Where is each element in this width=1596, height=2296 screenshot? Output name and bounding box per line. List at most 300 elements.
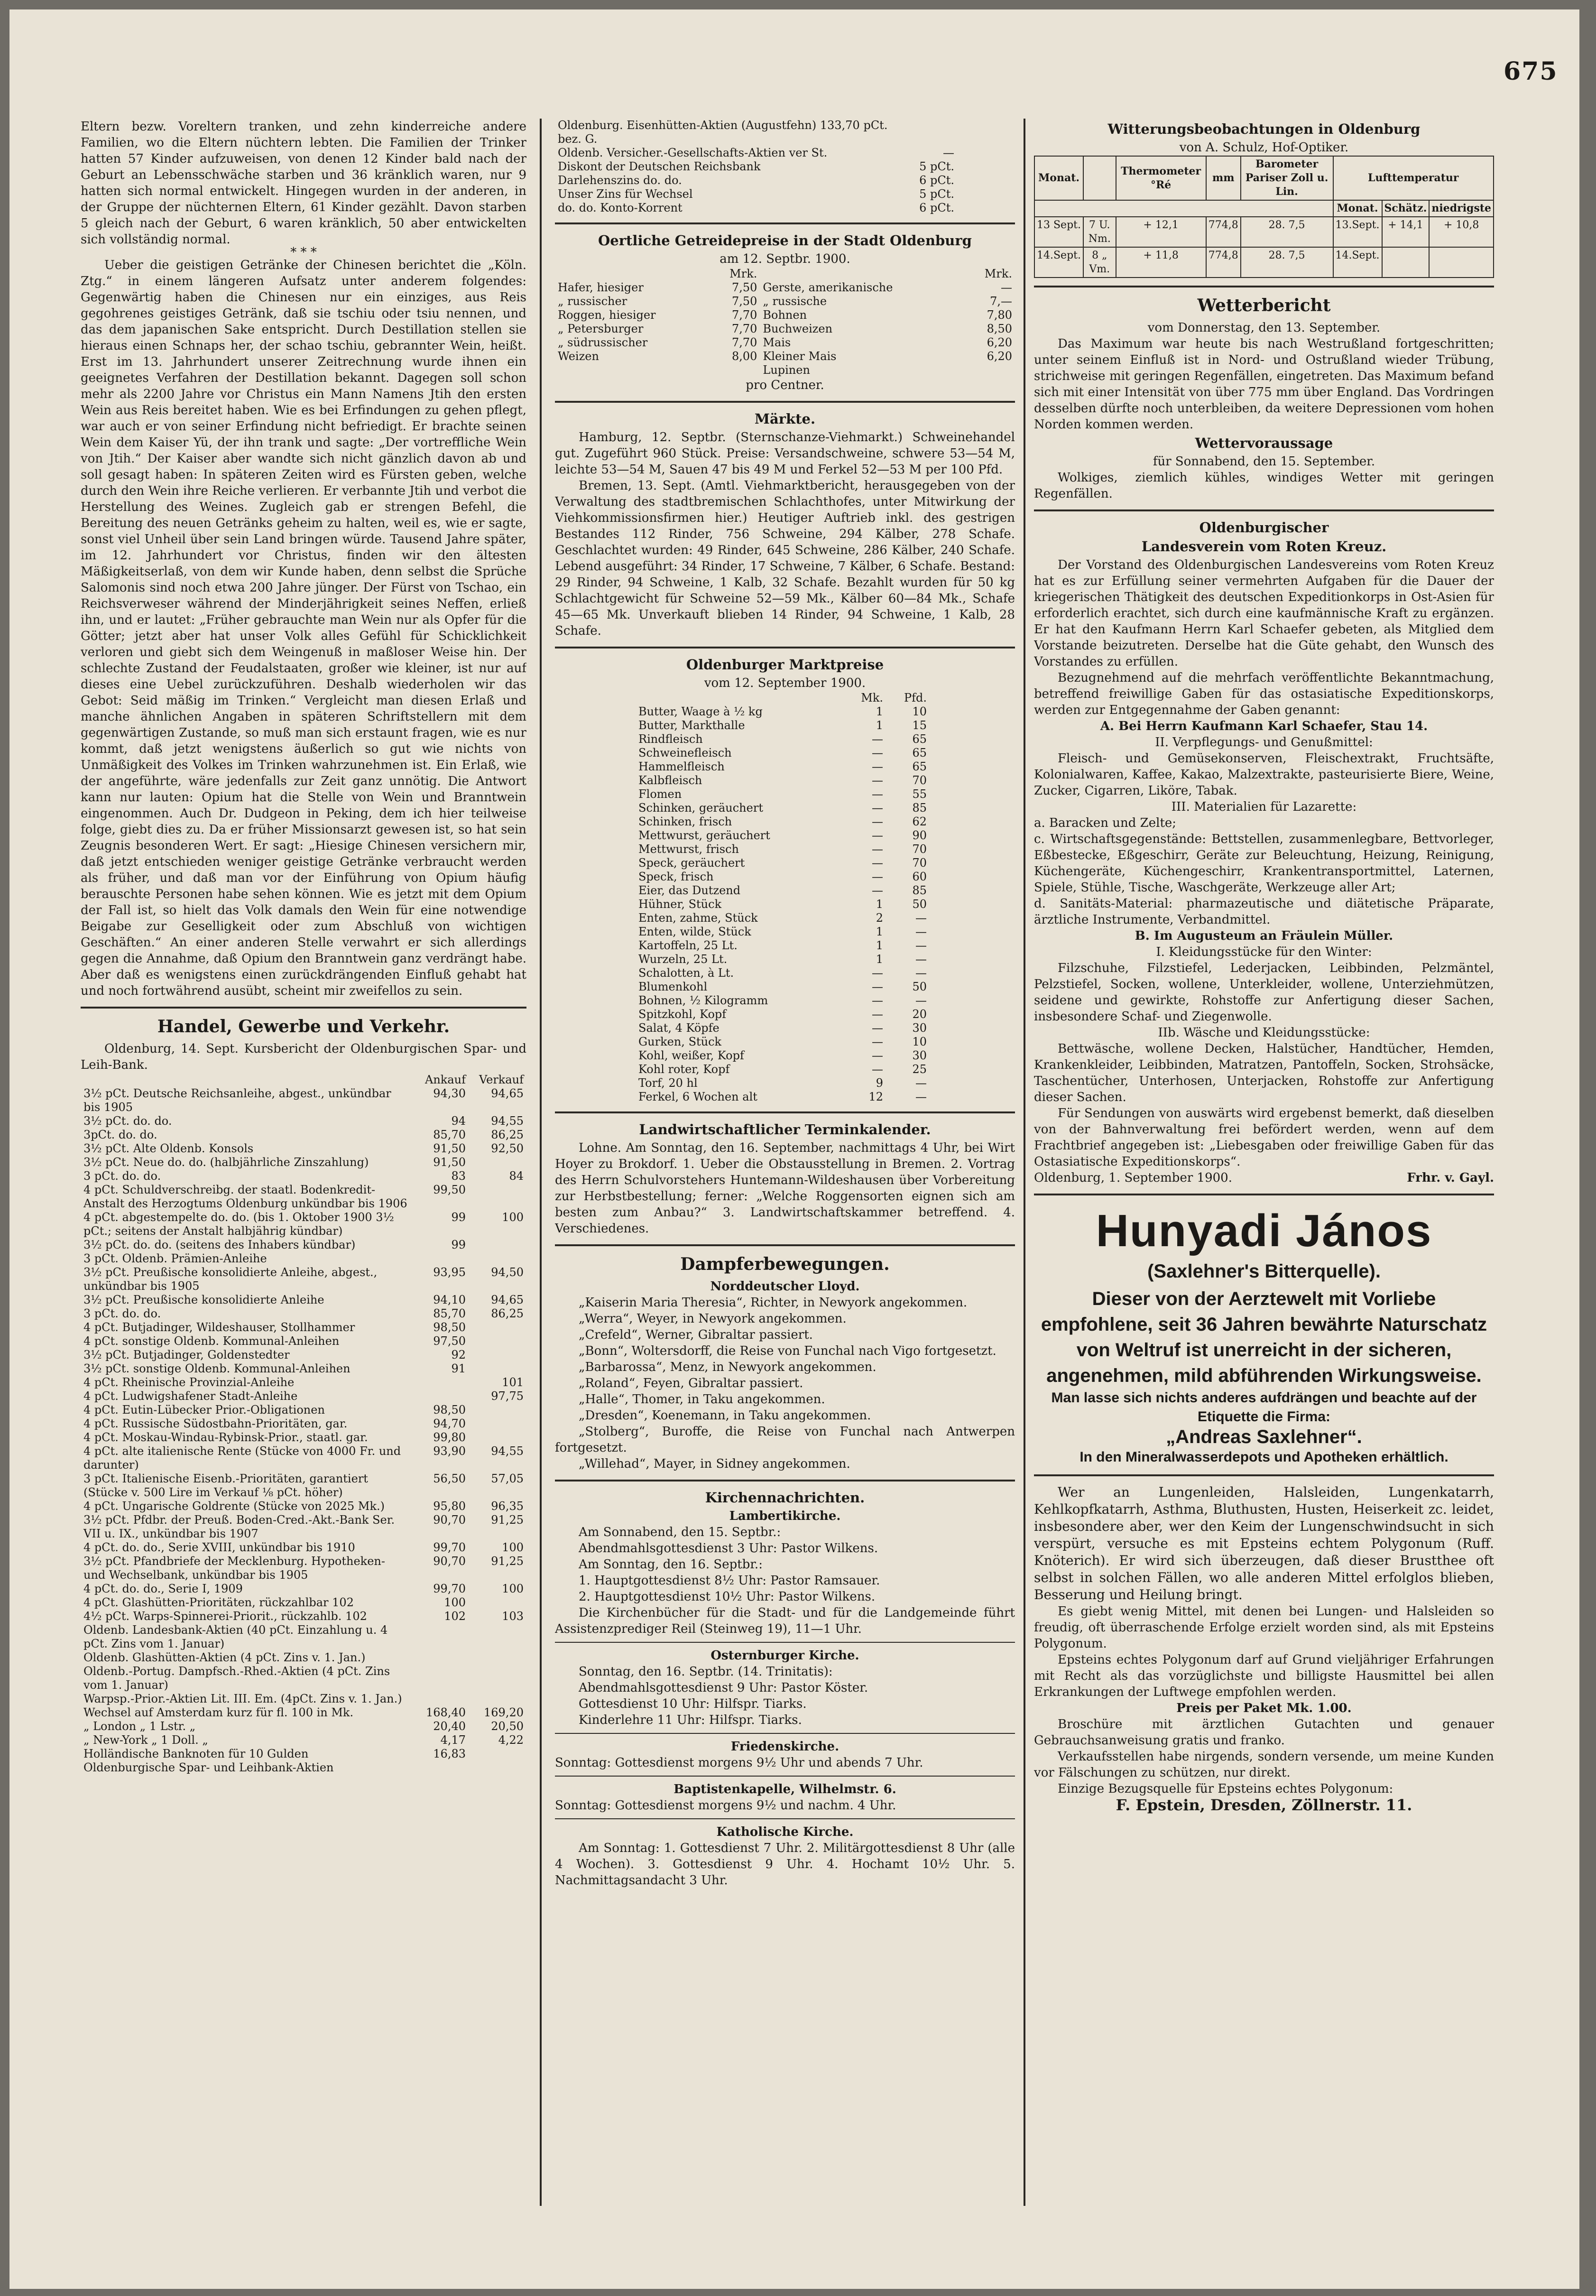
osternburg-schedule	[555, 1664, 1015, 1728]
red-cross-paragraph: Für Sendungen von auswärts wird ergebenst bemerkt, daß dieselben von der Bahnverwaltung frei befördert werden, wenn auf dem Frachtbrief angegeben ist: „Liebesgaben oder freiwillige Gaben für das Ostasiatische Expeditionskorps“.	[1034, 1106, 1494, 1169]
table-row	[636, 1049, 930, 1063]
table-row	[636, 856, 930, 870]
divider	[555, 401, 1015, 403]
divider	[555, 1818, 1015, 1819]
table-row-cell: 84	[509, 1169, 524, 1183]
market-prices-date: vom 12. September 1900.	[704, 676, 866, 690]
table-row-cell: 4 pCt. do. do., Serie XVIII, unkündbar bis 1910	[83, 1541, 355, 1554]
table-row-cell	[469, 1417, 526, 1431]
table-row-cell: Gurken, Stück	[638, 1035, 722, 1048]
table-row-cell	[411, 1761, 469, 1775]
table-row-cell: Wechsel auf Amsterdam kurz für fl. 100 in Mk.	[83, 1706, 354, 1719]
ad-subtitle: (Saxlehner's Bitterquelle).	[1147, 1261, 1381, 1282]
table-row-cell: 4 pCt. Glashütten-Prioritäten, rückzahlbar 102	[83, 1596, 354, 1609]
table-row-cell: Enten, wilde, Stück	[638, 925, 751, 938]
table-row-cell: 4 pCt. sonstige Oldenb. Kommunal-Anleihen	[83, 1334, 340, 1348]
table-row-cell: 91,25	[491, 1513, 524, 1527]
table-row-cell: 1	[876, 705, 883, 718]
table-row-cell: 14.Sept.	[1034, 247, 1083, 278]
table-row-cell: Schweinefleisch	[638, 746, 732, 759]
market-prices-table	[636, 691, 930, 1104]
list-item: Die Kirchenbücher für die Stadt- und für die Landgemeinde führt Assistenzprediger Reil (Steinweg 19), 11—1 Uhr.	[555, 1606, 1015, 1636]
table-row	[555, 201, 1015, 215]
red-cross-heading: IIb. Wäsche und Kleidungsstücke:	[1158, 1026, 1370, 1040]
table-row-cell: Oldenb. Versicher.-Gesellschafts-Aktien ver St.	[558, 146, 828, 159]
table-row-cell	[411, 1651, 469, 1665]
ad-note: Man lasse sich nichts anderes aufdrängen und beachte auf der Etiquette die Firma:	[1051, 1390, 1477, 1425]
table-row	[81, 1555, 526, 1582]
table-row-cell: 94,55	[491, 1444, 524, 1458]
table-row-cell: 3 pCt. do. do.	[83, 1307, 161, 1320]
table-row-cell: 4 pCt. Butjadinger, Wildeshauser, Stollhammer	[83, 1321, 355, 1334]
table-row-cell: 98,50	[433, 1403, 466, 1416]
red-cross-items: Filzschuhe, Filzstiefel, Lederjacken, Leibbinden, Pelzmäntel, Pelzstiefel, Socken, wollene, Unterkleider, wollene, Unterziehmützen, seidene und gewirkte, Rohstoffe zur Anfertigung dieser Sachen, insbesondere Schaf- und Ziegenwolle.	[1034, 961, 1494, 1024]
list-item: „Kaiserin Maria Theresia“, Richter, in Newyork angekommen.	[579, 1296, 968, 1310]
table-row-cell	[469, 1747, 526, 1761]
table-row	[555, 187, 1015, 201]
table-header: Monat. Schätz. niedrigste	[1034, 200, 1494, 217]
table-row-cell: —	[872, 732, 883, 746]
table-row-cell: 100	[502, 1211, 524, 1224]
table-row	[81, 1376, 526, 1389]
table-row-cell: 8 „ Vm.	[1083, 247, 1116, 278]
list-item: Kinderlehre 11 Uhr: Hilfspr. Tiarks.	[579, 1713, 802, 1727]
table-row-cell: 3½ pCt. Pfdbr. der Preuß. Boden-Cred.-Akt.-Bank Ser. VII u. IX., unkündbar bis 1907	[83, 1513, 395, 1540]
table-row-cell: Kalbfleisch	[638, 774, 702, 787]
table-row	[81, 1417, 526, 1431]
table-row-cell: 13 Sept.	[1034, 217, 1083, 247]
table-row-cell: —	[872, 829, 883, 842]
table-row-cell: 99,70	[433, 1541, 466, 1554]
table-row-cell: „ London „ 1 Lstr. „	[83, 1720, 196, 1733]
table-row-cell: Eier, das Dutzend	[638, 884, 741, 897]
table-header: Monat. Thermometer °Ré mm Barometer Pariser Zoll u. Lin. Lufttemperatur	[1034, 156, 1494, 200]
table-row-cell: 10	[912, 1035, 927, 1048]
table-row	[636, 870, 930, 884]
table-row-cell: 3 pCt. Italienische Eisenb.-Prioritäten, garantiert (Stücke v. 500 Lire im Verkauf ⅛ pCt. höher)	[83, 1472, 368, 1499]
table-row-cell	[555, 363, 716, 377]
table-row-cell: 774,8	[1206, 247, 1241, 278]
table-row	[81, 1665, 526, 1692]
weather-observations-title: Witterungsbeobachtungen in Oldenburg	[1107, 121, 1421, 137]
table-row-cell	[469, 1321, 526, 1334]
table-row-cell: —	[872, 1049, 883, 1062]
table-row-cell: 4 pCt. Ludwigshafener Stadt-Anleihe	[83, 1389, 298, 1403]
list-item: 1. Hauptgottesdienst 8½ Uhr: Pastor Ramsauer.	[579, 1574, 880, 1588]
table-row-cell: 4 pCt. alte italienische Rente (Stücke von 4000 Fr. und darunter)	[83, 1444, 401, 1472]
table-row-cell: 5 pCt.	[919, 187, 954, 201]
table-row	[1034, 247, 1494, 278]
red-cross-collection-a: A. Bei Herrn Kaufmann Karl Schaefer, Stau 14.	[1100, 719, 1428, 733]
table-row	[636, 774, 930, 787]
red-cross-items: a. Baracken und Zelte;	[1034, 816, 1177, 830]
table-row-cell: 10	[912, 705, 927, 718]
table-row	[81, 1651, 526, 1665]
exchange-report-intro: Oldenburg, 14. Sept. Kursbericht der Oldenburgischen Spar- und Leih-Bank.	[81, 1042, 526, 1072]
table-row-cell: 92	[451, 1348, 466, 1361]
table-row	[636, 719, 930, 732]
table-row-cell	[957, 187, 1015, 201]
table-row	[81, 1087, 526, 1114]
table-row	[555, 336, 1015, 350]
table-row	[555, 322, 1015, 336]
table-row-cell: 90,70	[433, 1555, 466, 1568]
table-row-cell: 91,50	[433, 1142, 466, 1155]
table-row	[81, 1472, 526, 1500]
table-row-cell: Hühner, Stück	[638, 898, 722, 911]
table-row	[636, 760, 930, 774]
table-row-cell: 3½ pCt. Deutsche Reichsanleihe, abgest., unkündbar bis 1905	[83, 1087, 391, 1114]
table-row-cell: 94,55	[491, 1114, 524, 1128]
table-row-cell: —	[872, 801, 883, 815]
table-row-cell: Bohnen, ½ Kilogramm	[638, 994, 768, 1007]
table-row-cell: 169,20	[484, 1706, 524, 1719]
column-right	[1034, 119, 1494, 2244]
table-row	[81, 1582, 526, 1596]
market-prices-title: Oldenburger Marktpreise	[686, 657, 884, 673]
table-row-cell: 99	[451, 1238, 466, 1251]
table-row-cell: —	[872, 884, 883, 897]
table-row	[81, 1761, 526, 1775]
article-chinese-beverages: Ueber die geistigen Getränke der Chinesen berichtet die „Köln. Ztg.“ in einem längeren Aufsatz unter anderem folgendes: Gegenwärtig haben die Chinesen nur ein einziges, aus Reis gegohrenes geistiges Getränk, daß sie tschiu oder tsiu nennen, und das dem japanischen Sake entspricht. Durch Destillation stellen sie hieraus einen Schnaps her, der schao tschiu, gebrannter Wein, heißt. Erst im 13. Jahrhundert unserer Zeitrechnung wurde ihnen ein geeignetes Verfahren der Destillation bekannt. Dagegen soll schon mehr als 2200 Jahre vor Christus ein Mann Namens Jtih den ersten Wein aus Reis bereitet haben. Wie es bei Erfindungen zu gehen pflegt, war auch er von seiner Erfindung nicht befriedigt. Er brachte seinen Wein dem Kaiser Yü, der ihn trank und sagte: „Der vortreffliche Wein von Jtih.“ Der Kaiser aber wandte sich nicht gänzlich davon ab und soll gesagt haben: In späteren Zeiten wird es Fürsten geben, welche durch den Wein ihre Reiche verlieren. Er verbannte Jtih und verbot die Herstellung des Weines. Zugleich gab er strengen Befehl, die Bereitung des neuen Getränks geheim zu halten, weil es, wie er sagte, sonst viel Unheil über sein Land bringen würde. Tausend Jahre später, im 12. Jahrhundert vor Christus, finden wir den ältesten Mäßigkeitserlaß, von dem wir Kunde haben, denn selbst die Sprüche Salomonis sind noch etwa 200 Jahre jünger. Der Fürst von Tschao, ein Reichsverweser während der Minderjährigkeit seines Neffen, erließ ihn, und er lautet: „Früher gebrauchte man Wein nur als Opfer für die Götter; jetzt aber hat unser Volk alles Gefühl für Schicklichkeit verloren und giebt sich dem Weingenuß in maßloser Weise hin. Der schlechte Zustand der Feudalstaaten, großer wie kleiner, ist nur auf dieses eine Uebel zurückzuführen. Deshalb wiederholen wir das Gebot: Seid mäßig im Trinken.“ Vergleicht man diesen Erlaß und manche ähnlichen Angaben in späteren Schriftstellern mit dem gegenwärtigen Zustande, so muß man sich erstaunt fragen, wie es nur kommt, daß jetzt wenigstens äußerlich so gut wie nichts von Unmäßigkeit des Volkes im Trinken wahrzunehmen ist. Ein Erlaß, wie der angeführte, wäre jedenfalls zur Zeit ganz unnötig. Die Antwort kann nur lauten: Opium hat die Stelle von Wein und Branntwein eingenommen. Auch Dr. Dudgeon in Peking, dem ich hier teilweise folge, giebt dies zu. Da er früher Missionsarzt gewesen ist, so hat sein Zeugnis besonderen Wert. Er sagt: „Hiesige Chinesen versichern mir, daß jetzt entschieden weniger geistige Getränke verbraucht werden als früher, und daß man vor der Einführung von Opium häufig berauschte Personen habe sehen können. Wie es jetzt mit dem Opium der Fall ist, so hielt das Volk damals den Wein für eine notwendige Beigabe zur Geselligkeit oder zum Abschluß von wichtigen Geschäften.“ An einer anderen Stelle verwahrt er sich allerdings gegen die Annahme, daß Opium den Branntwein ganz verdrängt habe. Aber daß es wenigstens einen zurückdrängenden Einfluß gehabt hat und noch fortwährend ausübt, scheint mir zweifellos zu sein.	[81, 258, 526, 998]
table-row-cell: Wurzeln, 25 Lt.	[638, 953, 728, 966]
table-row-cell: 7,70	[731, 336, 757, 349]
table-row	[636, 1008, 930, 1021]
table-row-cell: Flomen	[638, 787, 682, 801]
table-row-cell: —	[915, 939, 927, 952]
table-row-cell: 3½ pCt. Preußische konsolidierte Anleihe, abgest., unkündbar bis 1905	[83, 1266, 378, 1293]
table-row	[81, 1114, 526, 1128]
table-row	[81, 1362, 526, 1376]
red-cross-subtitle: Landesverein vom Roten Kreuz.	[1141, 538, 1387, 555]
table-row	[81, 1706, 526, 1720]
table-row-cell	[411, 1389, 469, 1403]
table-row-cell	[469, 1362, 526, 1376]
table-row-cell: 20,50	[491, 1720, 524, 1733]
table-row-cell: Lupinen	[763, 363, 810, 377]
table-row	[81, 1293, 526, 1307]
table-row	[636, 994, 930, 1008]
table-row-cell: Hafer, hiesiger	[558, 281, 644, 294]
table-row-cell: 85	[912, 884, 927, 897]
weather-observations-author: von A. Schulz, Hof-Optiker.	[1179, 140, 1349, 155]
weather-report-text: Das Maximum war heute bis nach Westrußland fortgeschritten; unter seinem Einfluß ist in Nord- und Ostrußland wieder Trübung, strichweise mit geringen Regenfällen, eingetreten. Das Maximum befand sich mit einer Intensität von über 775 mm über England. Das Vordringen desselben dürfte noch unterbleiben, da weitere Depressionen vom hohen Norden kommen werden.	[1034, 337, 1494, 432]
list-item: „Werra“, Weyer, in Newyork angekommen.	[579, 1312, 847, 1326]
table-row-cell: Gerste, amerikanische	[763, 281, 893, 294]
table-row-cell: 7 U. Nm.	[1083, 217, 1116, 247]
table-row-cell: Mettwurst, geräuchert	[638, 829, 770, 842]
page-number: 675	[1504, 57, 1558, 86]
table-row-cell: Weizen	[558, 350, 599, 363]
table-row-cell: —	[872, 774, 883, 787]
table-row-cell	[971, 363, 1015, 377]
table-row-cell: 7,70	[731, 308, 757, 322]
list-item: Am Sonnabend, den 15. Septbr.:	[579, 1525, 781, 1539]
table-row-cell: Kohl, weißer, Kopf	[638, 1049, 744, 1062]
table-row	[81, 1183, 526, 1211]
table-row-cell	[469, 1183, 526, 1211]
column-middle	[555, 119, 1015, 2253]
table-row-cell: 4 pCt. Moskau-Windau-Rybinsk-Prior., staatl. gar.	[83, 1431, 368, 1444]
table-row-cell: 168,40	[426, 1706, 466, 1719]
list-item: Am Sonntag, den 16. Septbr.:	[579, 1557, 763, 1572]
table-row	[81, 1169, 526, 1183]
table-row	[636, 815, 930, 829]
table-row-cell: 83	[451, 1169, 466, 1183]
table-row-cell	[469, 1403, 526, 1417]
friedens-schedule: Sonntag: Gottesdienst morgens 9½ Uhr und abends 7 Uhr.	[555, 1756, 923, 1770]
table-row-cell: Spitzkohl, Kopf	[638, 1008, 727, 1021]
polygonum-firm: F. Epstein, Dresden, Zöllnerstr. 11.	[1116, 1796, 1412, 1814]
table-row	[81, 1389, 526, 1403]
agricultural-calendar-text: Lohne. Am Sonntag, den 16. September, nachmittags 4 Uhr, bei Wirt Hoyer zu Brokdorf. 1. Ueber die Obstausstellung in Bremen. 2. Vortrag des Herrn Schulvorstehers Huntemann-Wildeshausen über Vorbereitung zur Herbstbestellung; ferner: „Welche Roggensorten eignen sich am besten zum Anbau?“ 3. Landwirtschaftskammer betreffend. 4. Verschiedenes.	[555, 1141, 1015, 1236]
table-row-cell: —	[915, 911, 927, 925]
weather-report-date: vom Donnerstag, den 13. September.	[1147, 321, 1381, 335]
grain-prices-title: Oertliche Getreidepreise in der Stadt Oldenburg	[598, 232, 972, 249]
table-row-cell: + 14,1	[1382, 217, 1430, 247]
table-row-cell: —	[872, 1063, 883, 1076]
table-row	[81, 1610, 526, 1623]
table-row-cell	[1429, 247, 1494, 278]
table-row-cell: —	[872, 842, 883, 856]
red-cross-heading: II. Verpflegungs- und Genußmittel:	[1155, 735, 1373, 750]
column-left	[81, 119, 526, 2244]
table-row-cell: 70	[912, 842, 927, 856]
red-cross-collection-b: B. Im Augusteum an Fräulein Müller.	[1135, 929, 1393, 943]
table-row-cell: Speck, frisch	[638, 870, 714, 883]
table-row-cell	[469, 1156, 526, 1169]
table-row-cell: Schinken, geräuchert	[638, 801, 763, 815]
baptist-schedule: Sonntag: Gottesdienst morgens 9½ und nachm. 4 Uhr.	[555, 1798, 896, 1813]
table-row-cell: 103	[502, 1610, 524, 1623]
table-row-cell	[469, 1665, 526, 1692]
table-row-cell: 9	[876, 1076, 883, 1090]
table-row-cell: 5 pCt.	[919, 160, 954, 173]
exchange-rate-table	[81, 1073, 526, 1775]
list-item: „Barbarossa“, Menz, in Newyork angekommen.	[579, 1360, 876, 1374]
market-report-bremen: Bremen, 13. Sept. (Amtl. Viehmarktbericht, herausgegeben von der Verwaltung des stadtbremischen Schlachthofes, unter Mitwirkung der Viehkommissionsfirmen hier.) Heutiger Auftrieb inkl. des gestrigen Bestandes 112 Rinder, 756 Schweine, 294 Kälber, 278 Schafe. Geschlachtet wurden: 49 Rinder, 645 Schweine, 286 Kälber, 240 Schafe. Lebend ausgeführt: 34 Rinder, 17 Schweine, 7 Kälber, 6 Schafe. Bestand: 29 Rinder, 94 Schweine, 1 Kalb, 32 Schafe. Bezahlt wurden für 50 kg Schlachtgewicht für Schweine 52—59 Mk., Kälber 60—84 Mk., Schafe 45—65 Mk. Unverkauft blieben 14 Rinder, 94 Schweine, 1 Kalb, 28 Schafe.	[555, 479, 1015, 638]
table-row-cell: —	[872, 746, 883, 759]
table-row	[555, 350, 1015, 363]
polygonum-ad-text: Verkaufsstellen habe nirgends, sondern versende, um meine Kunden vor Fälschungen zu schützen, nur direkt.	[1034, 1750, 1494, 1780]
table-row-cell: 30	[912, 1021, 927, 1035]
table-row-cell: 56,50	[433, 1472, 466, 1485]
divider	[555, 222, 1015, 224]
table-row	[81, 1596, 526, 1610]
table-row-cell: 100	[502, 1582, 524, 1595]
table-row	[81, 1720, 526, 1733]
table-row	[81, 1238, 526, 1252]
table-row-cell: 65	[912, 732, 927, 746]
table-row-cell: 90,70	[433, 1513, 466, 1527]
table-row-cell: Roggen, hiesiger	[558, 308, 656, 322]
red-cross-signature	[1034, 1170, 1494, 1186]
table-row-cell	[957, 146, 1015, 160]
table-row-cell: 8,50	[987, 322, 1012, 335]
table-row-cell: 92,50	[491, 1142, 524, 1155]
table-row	[555, 119, 1015, 146]
table-row-cell	[469, 1252, 526, 1266]
signature-name: Frhr. v. Gayl.	[1407, 1171, 1494, 1185]
table-row-cell: —	[872, 760, 883, 773]
table-row-cell: Holländische Banknoten für 10 Gulden	[83, 1747, 309, 1760]
polygonum-ad-text: Epsteins echtes Polygonum darf auf Grund vieljähriger Erfahrungen mit Recht als das vorzüglichste und billigste Hausmittel bei allen Erkrankungen der Luftwege empfohlen werden.	[1034, 1653, 1494, 1699]
table-row	[636, 1021, 930, 1035]
list-item: „Stolberg“, Buroffe, die Reise von Funchal nach Antwerpen fortgesetzt.	[555, 1425, 1015, 1455]
table-row-cell: Salat, 4 Köpfe	[638, 1021, 720, 1035]
forecast-date: für Sonnabend, den 15. September.	[1153, 454, 1375, 469]
table-row-cell	[411, 1376, 469, 1389]
polygonum-ad-text: Es giebt wenig Mittel, mit denen bei Lungen- und Halsleiden so freudig, oft überraschende Erfolge erzielt worden sind, als mit Epsteins Polygonum.	[1034, 1604, 1494, 1651]
table-row-cell: —	[915, 994, 927, 1007]
divider	[1034, 1474, 1494, 1476]
table-row-cell: 94,65	[491, 1087, 524, 1100]
list-item: „Halle“, Thomer, in Taku angekommen.	[579, 1392, 825, 1407]
table-row-cell: 93,95	[433, 1266, 466, 1279]
table-row-cell	[469, 1334, 526, 1348]
table-row	[636, 1035, 930, 1049]
osternburg-church-title: Osternburger Kirche.	[710, 1648, 859, 1663]
table-row-cell: 65	[912, 746, 927, 759]
table-row	[555, 160, 1015, 174]
weather-report-title: Wetterbericht	[1197, 296, 1331, 315]
table-row-cell: 3½ pCt. sonstige Oldenb. Kommunal-Anleihen	[83, 1362, 351, 1375]
table-row-cell: 50	[912, 980, 927, 993]
table-row-cell: 99,80	[433, 1431, 466, 1444]
table-row-cell: 98,50	[433, 1321, 466, 1334]
table-row	[81, 1128, 526, 1142]
table-row-cell	[469, 1692, 526, 1706]
signature-place: Oldenburg, 1. September 1900.	[1034, 1171, 1232, 1185]
table-row	[81, 1348, 526, 1362]
table-row	[81, 1692, 526, 1706]
table-row-cell: 6 pCt.	[919, 174, 954, 187]
table-row-cell: + 10,8	[1429, 217, 1494, 247]
table-row-cell: 99	[451, 1211, 466, 1224]
table-row-cell	[469, 1651, 526, 1665]
table-row-cell: 94,65	[491, 1293, 524, 1306]
table-row-cell: 62	[912, 815, 927, 828]
table-row-cell: Speck, geräuchert	[638, 856, 745, 870]
catholic-schedule: Am Sonntag: 1. Gottesdienst 7 Uhr. 2. Militärgottesdienst 8 Uhr (alle 4 Wochen). 3. Gottesdienst 9 Uhr. 4. Hochamt 10½ Uhr. 5. Nachmittagsandacht 3 Uhr.	[555, 1841, 1015, 1888]
table-row-cell: + 12,1	[1116, 217, 1206, 247]
table-row-cell	[957, 174, 1015, 187]
table-row-cell: 4 pCt. Schuldverschreibg. der staatl. Bodenkredit-Anstalt des Herzogtums Oldenburg unkündbar bis 1906	[83, 1183, 407, 1210]
table-row-cell: Unser Zins für Wechsel	[558, 187, 693, 201]
table-row	[81, 1211, 526, 1238]
church-news-title: Kirchennachrichten.	[705, 1490, 865, 1506]
table-row	[636, 898, 930, 911]
newspaper-page	[9, 9, 1579, 2289]
table-row-cell: Mettwurst, frisch	[638, 842, 739, 856]
table-row-cell: —	[872, 815, 883, 828]
ad-title: Hunyadi János	[1096, 1205, 1432, 1256]
table-row-cell: Torf, 20 hl	[638, 1076, 698, 1090]
table-row-cell: 93,90	[433, 1444, 466, 1458]
steamer-list	[555, 1295, 1015, 1472]
table-row-cell	[957, 119, 1015, 146]
table-row-cell: —	[915, 1090, 927, 1103]
table-row	[81, 1513, 526, 1541]
table-row	[81, 1156, 526, 1169]
red-cross-items: Bettwäsche, wollene Decken, Halstücher, Handtücher, Hemden, Krankenkleider, Leibbinden, Matratzen, Pantoffeln, Socken, Strohsäcke, Taschentücher, Unterhosen, Unterjacken, Rohstoffe zur Anfertigung dieser Sachen.	[1034, 1042, 1494, 1104]
list-item: „Bonn“, Woltersdorff, die Reise von Funchal nach Vigo fortgesetzt.	[579, 1344, 996, 1358]
table-row-cell: 70	[912, 856, 927, 870]
table-row-cell: —	[872, 980, 883, 993]
table-row-cell: 3½ pCt. Butjadinger, Goldenstedter	[83, 1348, 290, 1361]
table-row-cell: —	[872, 856, 883, 870]
friedens-church-title: Friedenskirche.	[730, 1740, 840, 1754]
table-row	[81, 1307, 526, 1321]
table-row-cell	[469, 1238, 526, 1252]
table-row-cell: 6,20	[987, 350, 1012, 363]
table-row-cell: Rindfleisch	[638, 732, 703, 746]
ad-text: Dieser von der Aerztewelt mit Vorliebe empfohlene, seit 36 Jahren bewährte Naturschatz von Weltruf ist unerreicht in der sicheren, angenehmen, mild abführenden Wirkungsweise.	[1041, 1288, 1487, 1386]
table-row-cell: 1	[876, 953, 883, 966]
divider	[555, 1733, 1015, 1734]
table-row	[81, 1541, 526, 1555]
table-row	[636, 925, 930, 939]
table-row-cell: 25	[912, 1063, 927, 1076]
table-row	[636, 1090, 930, 1104]
divider	[555, 1480, 1015, 1481]
table-row-cell: —	[872, 787, 883, 801]
table-row-cell: 94	[451, 1114, 466, 1128]
table-row	[636, 1076, 930, 1090]
steamer-movements-title: Dampferbewegungen.	[680, 1254, 890, 1274]
table-row-cell: 100	[502, 1541, 524, 1554]
table-row-cell: 94,70	[433, 1417, 466, 1430]
table-row-cell: Oldenb.-Portug. Dampfsch.-Rhed.-Aktien (4 pCt. Zins vom 1. Januar)	[83, 1665, 390, 1692]
table-row-cell: Kleiner Mais	[763, 350, 837, 363]
table-row-cell: 7,50	[731, 295, 757, 308]
table-row-cell: 774,8	[1206, 217, 1241, 247]
table-row-cell: 3½ pCt. Pfandbriefe der Mecklenburg. Hypotheken- und Wechselbank, unkündbar bis 1905	[83, 1555, 385, 1582]
table-row-cell: do. do. Konto-Korrent	[558, 201, 683, 214]
table-row	[81, 1252, 526, 1266]
table-row	[81, 1321, 526, 1334]
list-item: „Dresden“, Koenemann, in Taku angekommen.	[579, 1408, 871, 1423]
table-row-cell: 3½ pCt. do. do. (seitens des Inhabers kündbar)	[83, 1238, 356, 1251]
table-row	[636, 705, 930, 719]
table-row-cell: Butter, Waage à ½ kg	[638, 705, 763, 718]
table-row	[81, 1334, 526, 1348]
table-row-cell: 2	[876, 911, 883, 925]
table-row-cell: 16,83	[433, 1747, 466, 1760]
table-row-cell: 14.Sept.	[1333, 247, 1382, 278]
table-row-cell: Hammelfleisch	[638, 760, 725, 773]
table-row-cell: Oldenburgische Spar- und Leihbank-Aktien	[83, 1761, 334, 1774]
table-row-cell: „ Petersburger	[558, 322, 644, 335]
table-row-cell: Kohl roter, Kopf	[638, 1063, 730, 1076]
table-row-cell: 3 pCt. do. do.	[83, 1169, 161, 1183]
table-row-cell: 86,25	[491, 1128, 524, 1141]
table-row-cell: 6 pCt.	[919, 201, 954, 214]
divider	[1034, 286, 1494, 287]
red-cross-items: Fleisch- und Gemüsekonserven, Fleischextrakt, Fruchtsäfte, Kolonialwaren, Kaffee, Kakao, Malzextrakte, pasteurisierte Biere, Weine, Zucker, Cigarren, Liköre, Tabak.	[1034, 751, 1494, 798]
grain-prices-table	[555, 267, 1015, 377]
table-row-cell: 85	[912, 801, 927, 815]
table-row	[636, 801, 930, 815]
table-row-cell: —	[872, 966, 883, 980]
grain-prices-unit: pro Centner.	[746, 378, 824, 392]
table-row	[81, 1403, 526, 1417]
table-row-cell: Buchweizen	[763, 322, 833, 335]
ad-availability: In den Mineralwasserdepots und Apotheken erhältlich.	[1079, 1449, 1448, 1465]
table-row	[636, 911, 930, 925]
grain-prices-date: am 12. Septbr. 1900.	[720, 252, 850, 266]
forecast-title: Wettervoraussage	[1195, 435, 1333, 451]
